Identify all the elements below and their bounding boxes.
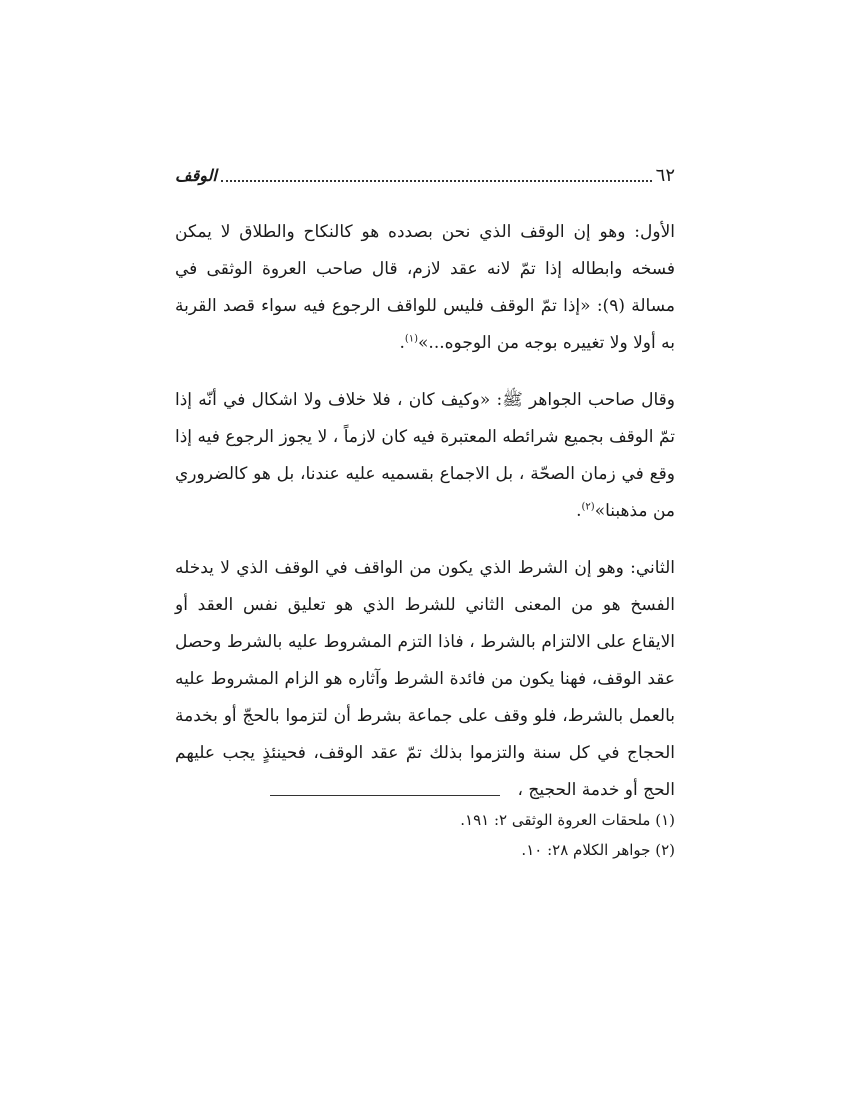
paragraph-third <box>175 550 675 809</box>
footnote-divider <box>270 795 500 796</box>
page-number: ٦٢ <box>655 165 675 186</box>
paragraph-second <box>175 382 675 530</box>
running-head <box>175 150 675 186</box>
paragraph-text: الأول: وهو إن الوقف الذي نحن بصدده هو كالنكاح والطلاق لا يمكن فسخه وابطاله إذا تمّ لانه عقد لازم، قال صاحب العروة الوثقى في مسالة (٩): «إذا تمّ الوقف فليس للواقف الرجوع فيه سواء قصد القربة به أولا ولا تغييره بوجه من الوجوه...» <box>175 222 676 353</box>
leader-dots <box>221 179 652 182</box>
footnote-2: (٢) جواهر الكلام ٢٨: ١٠. <box>521 841 675 859</box>
paragraph-end: . <box>576 501 582 521</box>
paragraph-text: وقال صاحب الجواهر ﷺ: «وكيف كان ، فلا خلاف ولا اشكال في أنّه إذا تمّ الوقف بجميع شرائطه المعتبرة فيه كان لازماً ، لا يجوز الرجوع فيه إذا وقع في زمان الصحّة ، بل الاجماع بقسميه عليه عندنا، بل هو كالضروري من مذهبنا» <box>175 390 675 521</box>
paragraph-end: . <box>399 333 405 353</box>
section-title: الوقف <box>175 166 217 185</box>
footnote-1: (١) ملحقات العروة الوثقى ٢: ١٩١. <box>460 811 675 829</box>
page-body <box>175 150 675 809</box>
footnote-ref: (٢) <box>581 501 595 513</box>
footnotes <box>175 805 675 865</box>
paragraph-first <box>175 214 675 362</box>
paragraph-text: الثاني: وهو إن الشرط الذي يكون من الواقف في الوقف الذي لا يدخله الفسخ هو من المعنى الثاني للشرط الذي هو تعليق نفس العقد أو الايقاع على الالتزام بالشرط ، فاذا التزم المشروط عليه بالشرط وحصل عقد الوقف، فهنا يكون من فائدة الشرط وآثاره هو الزام المشروط عليه بالعمل بالشرط، فلو وقف على جماعة بشرط أن لتزموا بالحجّ أو بخدمة الحجاج في كل سنة والتزموا بذلك تمّ عقد الوقف، فحينئذٍ يجب عليهم الحج أو خدمة الحجيج ، <box>175 558 675 800</box>
footnote-ref: (١) <box>404 333 419 345</box>
